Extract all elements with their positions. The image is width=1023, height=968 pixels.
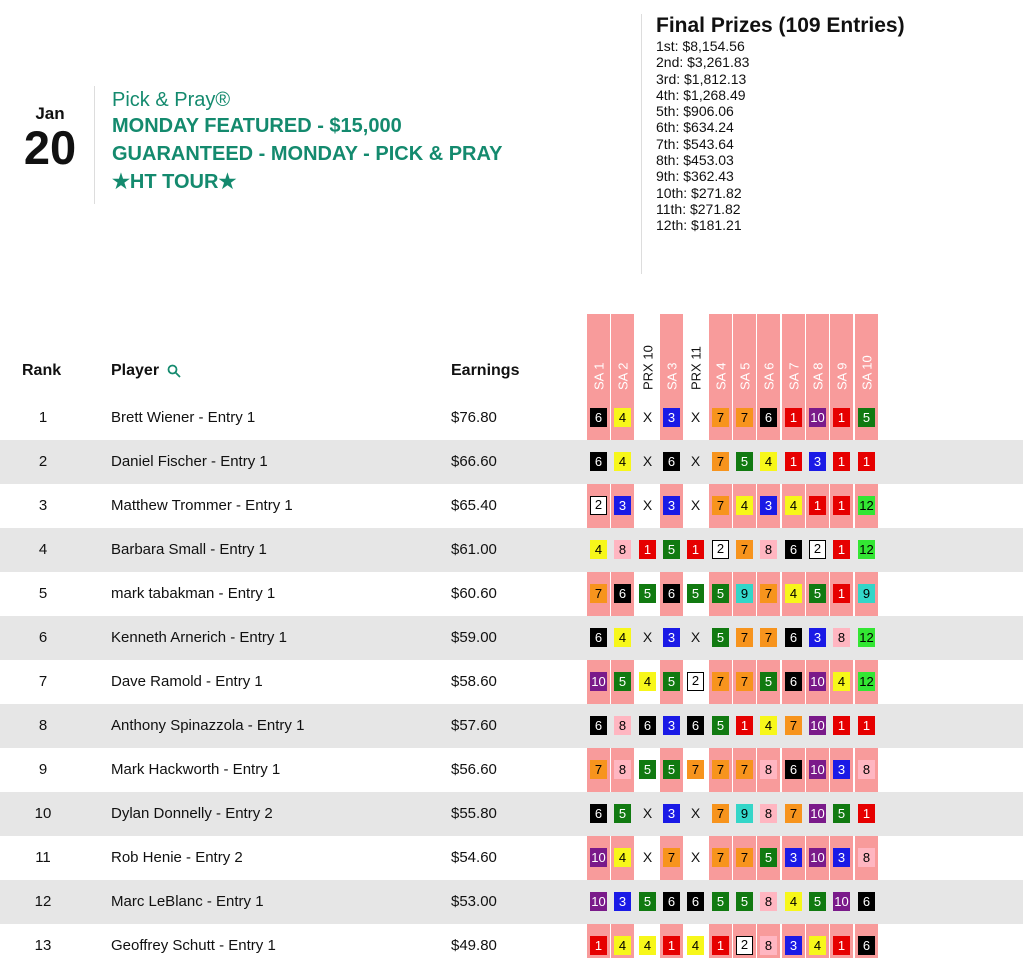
pick-badge: 1	[833, 716, 850, 735]
rank-header: Rank	[22, 362, 62, 379]
pick-badge: 5	[760, 672, 777, 691]
pick-badge: 5	[639, 584, 656, 603]
pick-badge: 6	[687, 716, 704, 735]
rank-value: 10	[34, 805, 52, 822]
pick-badge: 1	[833, 936, 850, 955]
pick-badge: 3	[785, 936, 802, 955]
rank-value: 3	[38, 497, 48, 514]
player-name[interactable]: Anthony Spinazzola - Entry 1	[111, 717, 305, 734]
pick-badge: 7	[736, 760, 753, 779]
pick-badge: 5	[639, 892, 656, 911]
pick-badge: 8	[614, 716, 631, 735]
pick-badge: 8	[760, 804, 777, 823]
pick-badge: 8	[614, 760, 631, 779]
pick-badge: 8	[858, 848, 875, 867]
pick-badge: 10	[591, 674, 606, 689]
contest-name-line1: MONDAY FEATURED - $15,000	[112, 115, 402, 137]
prize-item: 10th: $271.82	[656, 184, 742, 201]
pick-badge: 5	[858, 408, 875, 427]
player-name[interactable]: Brett Wiener - Entry 1	[111, 409, 256, 426]
pick-badge: 4	[639, 672, 656, 691]
pick-badge: 4	[590, 540, 607, 559]
earnings-value: $57.60	[451, 717, 497, 734]
earnings-value: $49.80	[451, 937, 497, 954]
rank-value: 11	[35, 849, 51, 866]
prize-item: 5th: $906.06	[656, 103, 734, 120]
table-row[interactable]	[0, 440, 1023, 484]
prize-item: 12th: $181.21	[656, 217, 742, 234]
pick-badge: 1	[833, 408, 850, 427]
pick-badge: 6	[760, 408, 777, 427]
rank-value: 6	[38, 629, 48, 646]
scratch-mark: X	[690, 805, 701, 821]
pick-badge: 6	[590, 804, 607, 823]
scratch-mark: X	[642, 497, 653, 513]
pick-badge: 5	[639, 760, 656, 779]
prize-list	[656, 38, 905, 234]
scratch-mark: X	[690, 629, 701, 645]
pick-badge: 3	[785, 848, 802, 867]
pick-badge: 10	[810, 806, 825, 821]
pick-badge: 1	[785, 452, 802, 471]
earnings-value: $53.00	[451, 893, 497, 910]
player-name[interactable]: Kenneth Arnerich - Entry 1	[111, 629, 287, 646]
pick-badge: 1	[736, 716, 753, 735]
pick-badge: 7	[736, 672, 753, 691]
race-column-label[interactable]: PRX 10	[640, 345, 655, 390]
pick-badge: 6	[590, 452, 607, 471]
pick-badge: 7	[785, 716, 802, 735]
pick-badge: 12	[859, 542, 874, 557]
pick-badge: 3	[614, 496, 631, 515]
pick-badge: 6	[785, 672, 802, 691]
pick-badge: 7	[736, 628, 753, 647]
player-name[interactable]: Matthew Trommer - Entry 1	[111, 497, 293, 514]
rank-value: 5	[38, 585, 48, 602]
pick-badge: 7	[760, 584, 777, 603]
scratch-mark: X	[642, 409, 653, 425]
table-row[interactable]	[0, 660, 1023, 704]
race-column-label[interactable]: SA 10	[859, 355, 874, 390]
search-icon[interactable]	[167, 364, 181, 378]
earnings-value: $61.00	[451, 541, 497, 558]
pick-badge: 7	[712, 452, 729, 471]
pick-badge: 7	[687, 760, 704, 779]
pick-badge: 6	[785, 540, 802, 559]
table-row[interactable]	[0, 616, 1023, 660]
pick-badge: 5	[736, 892, 753, 911]
pick-badge: 2	[687, 672, 704, 691]
earnings-value: $54.60	[451, 849, 497, 866]
pick-badge: 6	[785, 760, 802, 779]
pick-badge: 7	[712, 496, 729, 515]
final-prizes-title: Final Prizes (109 Entries)	[656, 14, 905, 37]
pick-badge: 10	[810, 718, 825, 733]
player-name[interactable]: Barbara Small - Entry 1	[111, 541, 267, 558]
pick-badge: 1	[858, 804, 875, 823]
pick-badge: 9	[858, 584, 875, 603]
pick-badge: 7	[712, 804, 729, 823]
pick-badge: 3	[760, 496, 777, 515]
pick-badge: 12	[859, 498, 874, 513]
table-row[interactable]	[0, 748, 1023, 792]
race-column-label[interactable]: SA 5	[737, 362, 752, 390]
pick-badge: 2	[712, 540, 729, 559]
pick-badge: 10	[810, 850, 825, 865]
pick-badge: 7	[760, 628, 777, 647]
prize-item: 9th: $362.43	[656, 168, 734, 185]
scratch-mark: X	[642, 453, 653, 469]
pick-badge: 3	[663, 804, 680, 823]
pick-badge: 4	[736, 496, 753, 515]
pick-badge: 1	[833, 452, 850, 471]
pick-badge: 3	[809, 452, 826, 471]
pick-badge: 5	[809, 584, 826, 603]
pick-badge: 6	[590, 408, 607, 427]
contest-brand: Pick & Pray®	[112, 89, 231, 111]
race-column-label[interactable]: SA 4	[713, 362, 728, 390]
pick-badge: 10	[834, 894, 849, 909]
prize-item: 1st: $8,154.56	[656, 38, 745, 54]
rank-value: 4	[38, 541, 48, 558]
pick-badge: 6	[785, 628, 802, 647]
prize-item: 2nd: $3,261.83	[656, 54, 750, 71]
prize-item: 8th: $453.03	[656, 152, 734, 169]
pick-badge: 5	[614, 672, 631, 691]
pick-badge: 7	[712, 760, 729, 779]
pick-badge: 5	[614, 804, 631, 823]
pick-badge: 5	[687, 584, 704, 603]
race-column-label[interactable]: SA 6	[761, 362, 776, 390]
pick-badge: 8	[858, 760, 875, 779]
pick-badge: 6	[663, 452, 680, 471]
pick-badge: 4	[614, 936, 631, 955]
table-row[interactable]	[0, 396, 1023, 440]
pick-badge: 7	[590, 584, 607, 603]
pick-badge: 10	[810, 762, 825, 777]
table-row[interactable]	[0, 528, 1023, 572]
scratch-mark: X	[642, 849, 653, 865]
pick-badge: 1	[858, 716, 875, 735]
pick-badge: 5	[663, 760, 680, 779]
pick-badge: 10	[591, 894, 606, 909]
pick-badge: 6	[858, 892, 875, 911]
table-row[interactable]	[0, 836, 1023, 880]
pick-badge: 10	[810, 674, 825, 689]
pick-badge: 6	[590, 716, 607, 735]
prize-item: 11th: $271.82	[656, 200, 741, 217]
prize-item: 3rd: $1,812.13	[656, 70, 747, 87]
pick-badge: 3	[663, 716, 680, 735]
pick-badge: 3	[833, 760, 850, 779]
pick-badge: 4	[785, 584, 802, 603]
pick-badge: 4	[614, 848, 631, 867]
prize-item: 6th: $634.24	[656, 119, 734, 136]
scratch-mark: X	[690, 409, 701, 425]
player-name[interactable]: mark tabakman - Entry 1	[111, 585, 276, 602]
date-day: 20	[23, 121, 77, 174]
pick-badge: 5	[663, 540, 680, 559]
pick-badge: 1	[687, 540, 704, 559]
earnings-value: $55.80	[451, 805, 497, 822]
pick-badge: 3	[663, 496, 680, 515]
pick-badge: 6	[614, 584, 631, 603]
pick-badge: 3	[809, 628, 826, 647]
pick-badge: 1	[663, 936, 680, 955]
player-header[interactable]	[111, 362, 181, 380]
pick-badge: 7	[736, 848, 753, 867]
pick-badge: 4	[785, 892, 802, 911]
pick-badge: 4	[760, 452, 777, 471]
table-row[interactable]	[0, 484, 1023, 528]
earnings-value: $65.40	[451, 497, 497, 514]
earnings-header: Earnings	[451, 362, 520, 379]
pick-badge: 1	[833, 540, 850, 559]
contest-title	[112, 88, 502, 196]
rank-value: 9	[38, 761, 48, 778]
table-row[interactable]	[0, 924, 1023, 968]
pick-badge: 7	[712, 408, 729, 427]
scratch-mark: X	[642, 629, 653, 645]
pick-badge: 1	[833, 584, 850, 603]
pick-badge: 6	[858, 936, 875, 955]
pick-badge: 3	[663, 628, 680, 647]
table-row[interactable]	[0, 792, 1023, 836]
event-date	[20, 104, 80, 172]
table-row[interactable]	[0, 880, 1023, 924]
pick-badge: 6	[663, 892, 680, 911]
pick-badge: 8	[833, 628, 850, 647]
pick-badge: 6	[639, 716, 656, 735]
divider	[641, 14, 642, 274]
player-name[interactable]: Daniel Fischer - Entry 1	[111, 453, 268, 470]
pick-badge: 4	[760, 716, 777, 735]
earnings-value: $60.60	[451, 585, 497, 602]
pick-badge: 7	[590, 760, 607, 779]
pick-badge: 6	[590, 628, 607, 647]
player-name[interactable]: Dylan Donnelly - Entry 2	[111, 805, 273, 822]
rank-value: 1	[38, 409, 48, 426]
pick-badge: 7	[712, 848, 729, 867]
rank-value: 12	[34, 893, 52, 910]
race-column-label[interactable]: SA 3	[664, 362, 679, 390]
pick-badge: 8	[760, 540, 777, 559]
earnings-value: $66.60	[451, 453, 497, 470]
race-column-label[interactable]: SA 9	[834, 362, 849, 390]
pick-badge: 10	[591, 850, 606, 865]
scratch-mark: X	[690, 849, 701, 865]
pick-badge: 5	[760, 848, 777, 867]
player-name[interactable]: Dave Ramold - Entry 1	[111, 673, 263, 690]
pick-badge: 4	[785, 496, 802, 515]
pick-badge: 2	[590, 496, 607, 515]
scratch-mark: X	[690, 497, 701, 513]
pick-badge: 1	[858, 452, 875, 471]
pick-badge: 5	[809, 892, 826, 911]
pick-badge: 4	[614, 452, 631, 471]
pick-badge: 3	[614, 892, 631, 911]
earnings-value: $59.00	[451, 629, 497, 646]
pick-badge: 3	[833, 848, 850, 867]
divider	[94, 86, 95, 204]
race-column-label[interactable]: SA 1	[591, 362, 606, 390]
contest-name-line3: ★HT TOUR★	[112, 171, 237, 193]
player-header-label: Player	[111, 362, 160, 379]
scratch-mark: X	[642, 805, 653, 821]
player-name[interactable]: Marc LeBlanc - Entry 1	[111, 893, 264, 910]
pick-badge: 2	[736, 936, 753, 955]
pick-badge: 5	[712, 892, 729, 911]
pick-badge: 1	[590, 936, 607, 955]
race-column-label[interactable]: SA 8	[810, 362, 825, 390]
pick-badge: 7	[736, 540, 753, 559]
pick-badge: 9	[736, 804, 753, 823]
pick-badge: 5	[663, 672, 680, 691]
pick-badge: 1	[785, 408, 802, 427]
pick-badge: 8	[760, 760, 777, 779]
race-column-label[interactable]: PRX 11	[688, 346, 703, 390]
pick-badge: 6	[663, 584, 680, 603]
pick-badge: 4	[639, 936, 656, 955]
pick-badge: 1	[712, 936, 729, 955]
race-column-label[interactable]: SA 7	[786, 362, 801, 390]
pick-badge: 10	[810, 410, 825, 425]
earnings-value: $58.60	[451, 673, 497, 690]
pick-badge: 7	[785, 804, 802, 823]
rank-value: 2	[38, 453, 48, 470]
contest-name-line2: GUARANTEED - MONDAY - PICK & PRAY	[112, 143, 503, 165]
pick-badge: 3	[663, 408, 680, 427]
table-row[interactable]	[0, 572, 1023, 616]
pick-badge: 2	[809, 540, 826, 559]
pick-badge: 4	[614, 408, 631, 427]
prize-item: 4th: $1,268.49	[656, 86, 746, 103]
rank-value: 7	[38, 673, 48, 690]
pick-badge: 1	[639, 540, 656, 559]
pick-badge: 1	[809, 496, 826, 515]
rank-value: 8	[38, 717, 48, 734]
pick-badge: 8	[760, 936, 777, 955]
pick-badge: 8	[760, 892, 777, 911]
rank-value: 13	[34, 937, 52, 954]
pick-badge: 5	[712, 716, 729, 735]
pick-badge: 5	[712, 584, 729, 603]
pick-badge: 8	[614, 540, 631, 559]
prize-item: 7th: $543.64	[656, 135, 734, 152]
pick-badge: 4	[809, 936, 826, 955]
pick-badge: 1	[833, 496, 850, 515]
pick-badge: 9	[736, 584, 753, 603]
player-name[interactable]: Rob Henie - Entry 2	[111, 849, 243, 866]
pick-badge: 5	[833, 804, 850, 823]
table-row[interactable]	[0, 704, 1023, 748]
pick-badge: 4	[833, 672, 850, 691]
earnings-value: $76.80	[451, 409, 497, 426]
pick-badge: 7	[663, 848, 680, 867]
pick-badge: 6	[687, 892, 704, 911]
pick-badge: 4	[614, 628, 631, 647]
earnings-value: $56.60	[451, 761, 497, 778]
final-prizes-panel	[656, 14, 905, 234]
pick-badge: 5	[712, 628, 729, 647]
pick-badge: 7	[712, 672, 729, 691]
race-column-label[interactable]: SA 2	[615, 362, 630, 390]
scratch-mark: X	[690, 453, 701, 469]
player-name[interactable]: Geoffrey Schutt - Entry 1	[111, 937, 276, 954]
pick-badge: 4	[687, 936, 704, 955]
pick-badge: 5	[736, 452, 753, 471]
pick-badge: 12	[859, 674, 874, 689]
pick-badge: 7	[736, 408, 753, 427]
player-name[interactable]: Mark Hackworth - Entry 1	[111, 761, 281, 778]
pick-badge: 12	[859, 630, 874, 645]
date-month: Jan	[35, 104, 65, 123]
